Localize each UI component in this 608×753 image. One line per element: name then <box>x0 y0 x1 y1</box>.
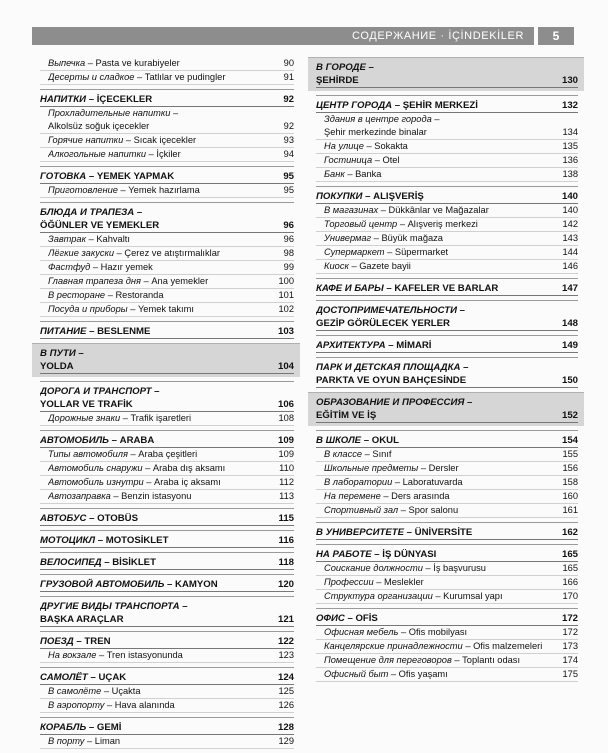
toc-entry: Завтрак – Kahvaltı 96 <box>40 233 294 247</box>
toc-entry: Горячие напитки – Sıcak içecekler 93 <box>40 134 294 148</box>
toc-section <box>40 381 294 426</box>
toc-entry: В порту – Liman 129 <box>40 735 294 749</box>
toc-section <box>316 300 578 331</box>
toc-section <box>316 544 578 604</box>
toc-entry: Выпечка – Pasta ve kurabiyeler 90 <box>40 57 294 71</box>
toc-section <box>40 717 294 749</box>
toc-heading: АВТОМОБИЛЬ – ARABA 109 <box>40 435 294 446</box>
toc-chapter-heading: EĞİTİM VE İŞ 152 <box>316 410 578 421</box>
toc-entry: Соискание должности – İş başvurusu 165 <box>316 562 578 576</box>
toc-entry: Şehir merkezinde binalar 134 <box>316 126 578 140</box>
toc-section <box>316 357 578 388</box>
toc-entry: Приготовление – Yemek hazırlama 95 <box>40 184 294 198</box>
toc-entry: В классе – Sınıf 155 <box>316 448 578 462</box>
toc-section <box>40 508 294 526</box>
toc-heading: ГРУЗОВОЙ АВТОМОБИЛЬ – KAMYON 120 <box>40 579 294 590</box>
toc-entry: Автомобиль снаружи – Araba dış aksamı 110 <box>40 462 294 476</box>
toc-section <box>40 57 294 85</box>
toc-entry: На вокзале – Tren istasyonunda 123 <box>40 649 294 663</box>
toc-section <box>40 89 294 162</box>
toc-section <box>316 430 578 518</box>
toc-entry: Банк – Banka 138 <box>316 168 578 182</box>
toc-entry: Супермаркет – Süpermarket 144 <box>316 246 578 260</box>
toc-heading: В УНИВЕРСИТЕТЕ – ÜNİVERSİTE 162 <box>316 527 578 538</box>
toc-section <box>40 552 294 570</box>
toc-entry: Автозаправка – Benzin istasyonu 113 <box>40 490 294 504</box>
toc-entry: Алкогольные напитки – İçkiler 94 <box>40 148 294 162</box>
toc-entry: Alkolsüz soğuk içecekler 92 <box>40 120 294 134</box>
toc-heading: ЦЕНТР ГОРОДА – ŞEHİR MERKEZİ 132 <box>316 100 578 111</box>
toc-heading: АРХИТЕКТУРА – MİMARİ 149 <box>316 340 578 351</box>
toc-section <box>316 186 578 274</box>
toc-heading: НА РАБОТЕ – İŞ DÜNYASI 165 <box>316 549 578 560</box>
toc-heading: ДОСТОПРИМЕЧАТЕЛЬНОСТИ – <box>316 305 465 316</box>
toc-section <box>40 202 294 317</box>
toc-heading: ОФИС – OFİS 172 <box>316 613 578 624</box>
toc-entry: В лаборатории – Laboratuvarda 158 <box>316 476 578 490</box>
toc-entry: Универмаг – Büyük mağaza 143 <box>316 232 578 246</box>
toc-column-right <box>316 57 578 686</box>
toc-chapter-heading: В ПУТИ – <box>40 348 84 359</box>
toc-entry: В ресторане – Restoranda 101 <box>40 289 294 303</box>
toc-section <box>40 631 294 663</box>
toc-chapter-heading: YOLDA 104 <box>40 361 294 372</box>
toc-entry: Структура организации – Kurumsal yapı 170 <box>316 590 578 604</box>
toc-entry: Здания в центре города – <box>324 114 440 124</box>
toc-entry: Офисная мебель – Ofis mobilyası 172 <box>316 626 578 640</box>
toc-heading: GEZİP GÖRÜLECEK YERLER 148 <box>316 318 578 329</box>
toc-entry: Лёгкие закуски – Çerez ve atıştırmalıklar 98 <box>40 247 294 261</box>
toc-heading: ГОТОВКА – YEMEK YAPMAK 95 <box>40 171 294 182</box>
toc-entry: В магазинах – Dükkânlar ve Mağazalar 140 <box>316 204 578 218</box>
toc-heading: ÖĞÜNLER VE YEMEKLER 96 <box>40 220 294 231</box>
toc-heading: БЛЮДА И ТРАПЕЗА – <box>40 207 143 218</box>
toc-entry: Киоск – Gazete bayii 146 <box>316 260 578 274</box>
toc-entry: Гостиница – Otel 136 <box>316 154 578 168</box>
toc-entry: Типы автомобиля – Araba çeşitleri 109 <box>40 448 294 462</box>
toc-entry: Прохладительные напитки – <box>48 108 179 118</box>
toc-entry: Главная трапеза дня – Ana yemekler 100 <box>40 275 294 289</box>
toc-heading: НАПИТКИ – İÇECEKLER 92 <box>40 94 294 105</box>
toc-chapter-heading: В ГОРОДЕ – <box>316 62 374 73</box>
toc-chapter <box>308 57 584 91</box>
toc-section <box>40 321 294 339</box>
toc-heading: В ШКОЛЕ – OKUL 154 <box>316 435 578 446</box>
toc-heading: КАФЕ И БАРЫ – KAFELER VE BARLAR 147 <box>316 283 578 294</box>
running-header <box>32 27 534 45</box>
toc-entry: Профессии – Meslekler 166 <box>316 576 578 590</box>
toc-entry: Посуда и приборы – Yemek takımı 102 <box>40 303 294 317</box>
toc-entry: Торговый центр – Alışveriş merkezi 142 <box>316 218 578 232</box>
toc-heading: АВТОБУС – OTOBÜS 115 <box>40 513 294 524</box>
toc-entry: Автомобиль изнутри – Araba iç aksamı 112 <box>40 476 294 490</box>
toc-column-left <box>40 57 294 753</box>
toc-section <box>40 430 294 504</box>
toc-section <box>40 166 294 198</box>
toc-heading: ПИТАНИЕ – BESLENME 103 <box>40 326 294 337</box>
toc-entry: Дорожные знаки – Trafik işaretleri 108 <box>40 412 294 426</box>
toc-section <box>316 278 578 296</box>
header-title: СОДЕРЖАНИЕ · İÇİNDEKİLER <box>352 30 524 42</box>
toc-entry: Спортивный зал – Spor salonu 161 <box>316 504 578 518</box>
toc-entry: Фастфуд – Hazır yemek 99 <box>40 261 294 275</box>
toc-section <box>316 95 578 182</box>
toc-section <box>316 608 578 682</box>
toc-entry: В аэропорту – Hava alanında 126 <box>40 699 294 713</box>
toc-heading: ПОЕЗД – TREN 122 <box>40 636 294 647</box>
toc-entry: Помещение для переговоров – Toplantı odası 174 <box>316 654 578 668</box>
toc-chapter <box>308 392 584 426</box>
toc-section <box>40 596 294 627</box>
toc-heading: КОРАБЛЬ – GEMİ 128 <box>40 722 294 733</box>
toc-entry: На перемене – Ders arasında 160 <box>316 490 578 504</box>
toc-heading: ПАРК И ДЕТСКАЯ ПЛОЩАДКА – <box>316 362 469 373</box>
toc-chapter-heading: ОБРАЗОВАНИЕ И ПРОФЕССИЯ – <box>316 397 473 408</box>
toc-heading: ПОКУПКИ – ALIŞVERİŞ 140 <box>316 191 578 202</box>
toc-heading: ДРУГИЕ ВИДЫ ТРАНСПОРТА – <box>40 601 188 612</box>
toc-chapter <box>32 343 300 377</box>
toc-entry: Офисный быт – Ofis yaşamı 175 <box>316 668 578 682</box>
toc-section <box>316 335 578 353</box>
toc-entry: Десерты и сладкое – Tatlılar ve pudingler 91 <box>40 71 294 85</box>
toc-section <box>40 574 294 592</box>
toc-entry: В самолёте – Uçakta 125 <box>40 685 294 699</box>
toc-entry: Школьные предметы – Dersler 156 <box>316 462 578 476</box>
toc-heading: YOLLAR VE TRAFİK 106 <box>40 399 294 410</box>
toc-heading: МОТОЦИКЛ – MOTOSİKLET 116 <box>40 535 294 546</box>
toc-heading: PARKTA VE OYUN BAHÇESİNDE 150 <box>316 375 578 386</box>
toc-heading: ДОРОГА И ТРАНСПОРТ – <box>40 386 160 397</box>
toc-heading: ВЕЛОСИПЕД – BİSİKLET 118 <box>40 557 294 568</box>
toc-entry: Канцелярские принадлежности – Ofis malzemeleri 173 <box>316 640 578 654</box>
toc-heading: BAŞKA ARAÇLAR 121 <box>40 614 294 625</box>
page-number: 5 <box>538 27 574 45</box>
toc-chapter-heading: ŞEHİRDE 130 <box>316 75 578 86</box>
toc-section <box>40 667 294 713</box>
toc-section <box>316 522 578 540</box>
toc-heading: САМОЛЁТ – UÇAK 124 <box>40 672 294 683</box>
toc-entry: На улице – Sokakta 135 <box>316 140 578 154</box>
toc-section <box>40 530 294 548</box>
